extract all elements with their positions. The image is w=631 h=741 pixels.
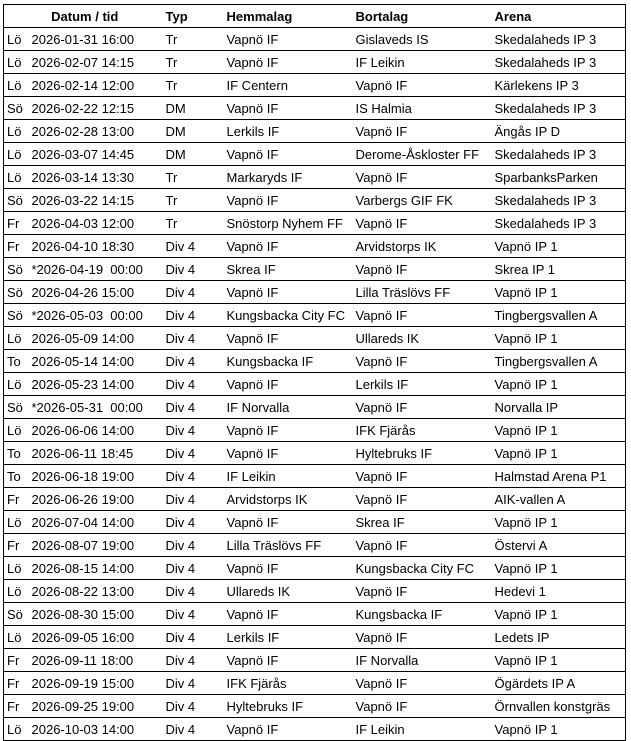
cell-weekday: Fr	[4, 534, 30, 557]
cell-arena: Vapnö IP 1	[493, 419, 626, 442]
cell-type: Div 4	[164, 419, 225, 442]
table-row	[4, 465, 626, 488]
cell-type: Div 4	[164, 396, 225, 419]
cell-arena: Vapnö IP 1	[493, 442, 626, 465]
table-row	[4, 235, 626, 258]
cell-datetime: 2026-09-19 15:00	[30, 672, 164, 695]
cell-home-team: IF Norvalla	[225, 396, 354, 419]
table-row	[4, 189, 626, 212]
cell-weekday: Fr	[4, 695, 30, 718]
cell-type: DM	[164, 97, 225, 120]
table-row	[4, 718, 626, 741]
table-row	[4, 166, 626, 189]
cell-type: Div 4	[164, 580, 225, 603]
cell-away-team: Skrea IF	[354, 511, 493, 534]
cell-type: DM	[164, 143, 225, 166]
schedule-body	[4, 28, 626, 741]
cell-type: Div 4	[164, 603, 225, 626]
cell-arena: Ängås IP D	[493, 120, 626, 143]
table-row	[4, 649, 626, 672]
cell-away-team: Lilla Träslövs FF	[354, 281, 493, 304]
cell-type: Div 4	[164, 350, 225, 373]
cell-type: Div 4	[164, 626, 225, 649]
cell-type: Div 4	[164, 465, 225, 488]
cell-home-team: Vapnö IF	[225, 281, 354, 304]
cell-home-team: Vapnö IF	[225, 419, 354, 442]
cell-arena: Halmstad Arena P1	[493, 465, 626, 488]
cell-home-team: Lilla Träslövs FF	[225, 534, 354, 557]
table-row	[4, 557, 626, 580]
table-row	[4, 534, 626, 557]
cell-weekday: Sö	[4, 603, 30, 626]
cell-arena: Skedalaheds IP 3	[493, 97, 626, 120]
header-typ: Typ	[164, 5, 225, 28]
cell-type: Div 4	[164, 235, 225, 258]
table-row	[4, 28, 626, 51]
cell-away-team: Kungsbacka City FC	[354, 557, 493, 580]
cell-home-team: Markaryds IF	[225, 166, 354, 189]
cell-away-team: Ullareds IK	[354, 327, 493, 350]
cell-datetime: 2026-06-26 19:00	[30, 488, 164, 511]
cell-weekday: Sö	[4, 97, 30, 120]
cell-arena: AIK-vallen A	[493, 488, 626, 511]
cell-home-team: Vapnö IF	[225, 28, 354, 51]
cell-arena: Skedalaheds IP 3	[493, 212, 626, 235]
cell-type: Tr	[164, 28, 225, 51]
cell-arena: Vapnö IP 1	[493, 557, 626, 580]
cell-arena: Tingbergsvallen A	[493, 304, 626, 327]
cell-away-team: Vapnö IF	[354, 166, 493, 189]
header-hemmalag: Hemmalag	[225, 5, 354, 28]
table-row	[4, 350, 626, 373]
cell-home-team: IF Leikin	[225, 465, 354, 488]
cell-arena: SparbanksParken	[493, 166, 626, 189]
cell-type: Div 4	[164, 373, 225, 396]
cell-home-team: Lerkils IF	[225, 120, 354, 143]
cell-datetime: 2026-04-26 15:00	[30, 281, 164, 304]
cell-weekday: Lö	[4, 28, 30, 51]
table-row	[4, 281, 626, 304]
cell-away-team: Vapnö IF	[354, 626, 493, 649]
cell-datetime: 2026-03-14 13:30	[30, 166, 164, 189]
cell-type: Div 4	[164, 718, 225, 741]
table-row	[4, 419, 626, 442]
cell-away-team: Vapnö IF	[354, 212, 493, 235]
cell-home-team: Vapnö IF	[225, 97, 354, 120]
table-row	[4, 442, 626, 465]
cell-home-team: Hyltebruks IF	[225, 695, 354, 718]
cell-weekday: Lö	[4, 626, 30, 649]
cell-home-team: IFK Fjärås	[225, 672, 354, 695]
cell-type: Div 4	[164, 695, 225, 718]
cell-arena: Vapnö IP 1	[493, 281, 626, 304]
table-row	[4, 396, 626, 419]
cell-away-team: Vapnö IF	[354, 695, 493, 718]
cell-home-team: Vapnö IF	[225, 557, 354, 580]
cell-away-team: IF Leikin	[354, 51, 493, 74]
cell-arena: Ledets IP	[493, 626, 626, 649]
cell-type: Div 4	[164, 281, 225, 304]
cell-arena: Vapnö IP 1	[493, 327, 626, 350]
cell-arena: Vapnö IP 1	[493, 649, 626, 672]
cell-away-team: Kungsbacka IF	[354, 603, 493, 626]
cell-weekday: Fr	[4, 649, 30, 672]
cell-datetime: 2026-03-22 14:15	[30, 189, 164, 212]
cell-datetime: 2026-05-23 14:00	[30, 373, 164, 396]
cell-home-team: Snöstorp Nyhem FF	[225, 212, 354, 235]
cell-away-team: Vapnö IF	[354, 304, 493, 327]
cell-datetime: 2026-08-15 14:00	[30, 557, 164, 580]
cell-weekday: Lö	[4, 166, 30, 189]
cell-arena: Skedalaheds IP 3	[493, 143, 626, 166]
cell-type: Div 4	[164, 649, 225, 672]
table-row	[4, 304, 626, 327]
cell-home-team: Vapnö IF	[225, 373, 354, 396]
cell-away-team: Gislaveds IS	[354, 28, 493, 51]
cell-arena: Östervi A	[493, 534, 626, 557]
cell-away-team: IS Halmia	[354, 97, 493, 120]
cell-datetime: 2026-08-07 19:00	[30, 534, 164, 557]
cell-arena: Vapnö IP 1	[493, 603, 626, 626]
cell-home-team: Vapnö IF	[225, 235, 354, 258]
table-row	[4, 695, 626, 718]
cell-type: Div 4	[164, 327, 225, 350]
cell-home-team: Vapnö IF	[225, 51, 354, 74]
table-row	[4, 511, 626, 534]
cell-away-team: Lerkils IF	[354, 373, 493, 396]
cell-weekday: To	[4, 442, 30, 465]
cell-type: Tr	[164, 51, 225, 74]
cell-datetime: 2026-02-28 13:00	[30, 120, 164, 143]
cell-home-team: Vapnö IF	[225, 718, 354, 741]
cell-weekday: Lö	[4, 419, 30, 442]
cell-home-team: Vapnö IF	[225, 649, 354, 672]
cell-weekday: Sö	[4, 258, 30, 281]
cell-datetime: 2026-05-14 14:00	[30, 350, 164, 373]
cell-datetime: 2026-04-10 18:30	[30, 235, 164, 258]
header-bortalag: Bortalag	[354, 5, 493, 28]
table-row	[4, 212, 626, 235]
cell-away-team: Vapnö IF	[354, 120, 493, 143]
cell-datetime: 2026-03-07 14:45	[30, 143, 164, 166]
cell-weekday: Lö	[4, 580, 30, 603]
cell-weekday: Lö	[4, 51, 30, 74]
cell-arena: Skrea IP 1	[493, 258, 626, 281]
cell-weekday: To	[4, 350, 30, 373]
cell-weekday: Lö	[4, 718, 30, 741]
cell-weekday: Lö	[4, 143, 30, 166]
cell-weekday: To	[4, 465, 30, 488]
cell-arena: Vapnö IP 1	[493, 511, 626, 534]
cell-away-team: Vapnö IF	[354, 74, 493, 97]
cell-arena: Vapnö IP 1	[493, 235, 626, 258]
cell-weekday: Fr	[4, 235, 30, 258]
cell-type: Tr	[164, 189, 225, 212]
cell-datetime: 2026-02-22 12:15	[30, 97, 164, 120]
table-row	[4, 626, 626, 649]
cell-home-team: Vapnö IF	[225, 442, 354, 465]
cell-datetime: 2026-09-05 16:00	[30, 626, 164, 649]
cell-weekday: Sö	[4, 281, 30, 304]
cell-arena: Skedalaheds IP 3	[493, 28, 626, 51]
cell-arena: Skedalaheds IP 3	[493, 189, 626, 212]
cell-away-team: Vapnö IF	[354, 258, 493, 281]
cell-datetime: 2026-09-11 18:00	[30, 649, 164, 672]
table-row	[4, 51, 626, 74]
cell-home-team: Ullareds IK	[225, 580, 354, 603]
cell-weekday: Lö	[4, 74, 30, 97]
cell-away-team: Vapnö IF	[354, 672, 493, 695]
cell-arena: Ögärdets IP A	[493, 672, 626, 695]
cell-datetime: 2026-06-06 14:00	[30, 419, 164, 442]
cell-datetime: 2026-06-11 18:45	[30, 442, 164, 465]
cell-arena: Norvalla IP	[493, 396, 626, 419]
cell-home-team: IF Centern	[225, 74, 354, 97]
cell-away-team: Derome-Åskloster FF	[354, 143, 493, 166]
cell-home-team: Vapnö IF	[225, 189, 354, 212]
table-row	[4, 373, 626, 396]
cell-datetime: 2026-02-07 14:15	[30, 51, 164, 74]
cell-datetime: 2026-08-30 15:00	[30, 603, 164, 626]
cell-weekday: Lö	[4, 327, 30, 350]
cell-home-team: Kungsbacka IF	[225, 350, 354, 373]
cell-away-team: Vapnö IF	[354, 534, 493, 557]
cell-arena: Örnvallen konstgräs	[493, 695, 626, 718]
cell-away-team: Arvidstorps IK	[354, 235, 493, 258]
cell-weekday: Sö	[4, 304, 30, 327]
table-row	[4, 603, 626, 626]
table-row	[4, 97, 626, 120]
cell-type: Div 4	[164, 304, 225, 327]
cell-type: Div 4	[164, 442, 225, 465]
cell-datetime: 2026-01-31 16:00	[30, 28, 164, 51]
cell-arena: Vapnö IP 1	[493, 373, 626, 396]
cell-type: Tr	[164, 166, 225, 189]
cell-type: Div 4	[164, 672, 225, 695]
cell-away-team: Varbergs GIF FK	[354, 189, 493, 212]
cell-home-team: Vapnö IF	[225, 327, 354, 350]
cell-arena: Tingbergsvallen A	[493, 350, 626, 373]
cell-arena: Vapnö IP 1	[493, 718, 626, 741]
cell-datetime: *2026-05-31 00:00	[30, 396, 164, 419]
cell-away-team: IF Norvalla	[354, 649, 493, 672]
cell-type: Div 4	[164, 511, 225, 534]
cell-type: Div 4	[164, 488, 225, 511]
table-row	[4, 143, 626, 166]
cell-home-team: Arvidstorps IK	[225, 488, 354, 511]
cell-away-team: Vapnö IF	[354, 396, 493, 419]
cell-type: Div 4	[164, 557, 225, 580]
cell-datetime: 2026-09-25 19:00	[30, 695, 164, 718]
header-row	[4, 5, 626, 28]
cell-weekday: Sö	[4, 396, 30, 419]
cell-weekday: Fr	[4, 672, 30, 695]
table-row	[4, 672, 626, 695]
cell-home-team: Skrea IF	[225, 258, 354, 281]
cell-home-team: Vapnö IF	[225, 143, 354, 166]
cell-home-team: Vapnö IF	[225, 511, 354, 534]
cell-away-team: Vapnö IF	[354, 580, 493, 603]
cell-datetime: 2026-07-04 14:00	[30, 511, 164, 534]
cell-arena: Skedalaheds IP 3	[493, 51, 626, 74]
cell-away-team: Vapnö IF	[354, 350, 493, 373]
cell-away-team: IF Leikin	[354, 718, 493, 741]
cell-weekday: Fr	[4, 212, 30, 235]
cell-arena: Hedevi 1	[493, 580, 626, 603]
table-row	[4, 258, 626, 281]
cell-weekday: Lö	[4, 120, 30, 143]
cell-type: Div 4	[164, 534, 225, 557]
cell-type: DM	[164, 120, 225, 143]
cell-type: Tr	[164, 74, 225, 97]
cell-type: Div 4	[164, 258, 225, 281]
cell-datetime: 2026-04-03 12:00	[30, 212, 164, 235]
cell-weekday: Lö	[4, 557, 30, 580]
cell-datetime: 2026-05-09 14:00	[30, 327, 164, 350]
cell-datetime: *2026-04-19 00:00	[30, 258, 164, 281]
cell-weekday: Lö	[4, 511, 30, 534]
cell-type: Tr	[164, 212, 225, 235]
cell-datetime: 2026-08-22 13:00	[30, 580, 164, 603]
table-row	[4, 327, 626, 350]
cell-arena: Kärlekens IP 3	[493, 74, 626, 97]
table-row	[4, 120, 626, 143]
table-row	[4, 580, 626, 603]
cell-weekday: Fr	[4, 488, 30, 511]
cell-datetime: *2026-05-03 00:00	[30, 304, 164, 327]
cell-datetime: 2026-10-03 14:00	[30, 718, 164, 741]
match-schedule-table	[3, 4, 626, 741]
cell-home-team: Vapnö IF	[225, 603, 354, 626]
cell-away-team: Hyltebruks IF	[354, 442, 493, 465]
cell-home-team: Lerkils IF	[225, 626, 354, 649]
table-row	[4, 74, 626, 97]
cell-away-team: Vapnö IF	[354, 465, 493, 488]
cell-datetime: 2026-02-14 12:00	[30, 74, 164, 97]
cell-datetime: 2026-06-18 19:00	[30, 465, 164, 488]
header-datum-tid: Datum / tid	[4, 5, 164, 28]
cell-away-team: IFK Fjärås	[354, 419, 493, 442]
cell-weekday: Sö	[4, 189, 30, 212]
cell-home-team: Kungsbacka City FC	[225, 304, 354, 327]
cell-away-team: Vapnö IF	[354, 488, 493, 511]
cell-weekday: Lö	[4, 373, 30, 396]
table-row	[4, 488, 626, 511]
header-arena: Arena	[493, 5, 626, 28]
